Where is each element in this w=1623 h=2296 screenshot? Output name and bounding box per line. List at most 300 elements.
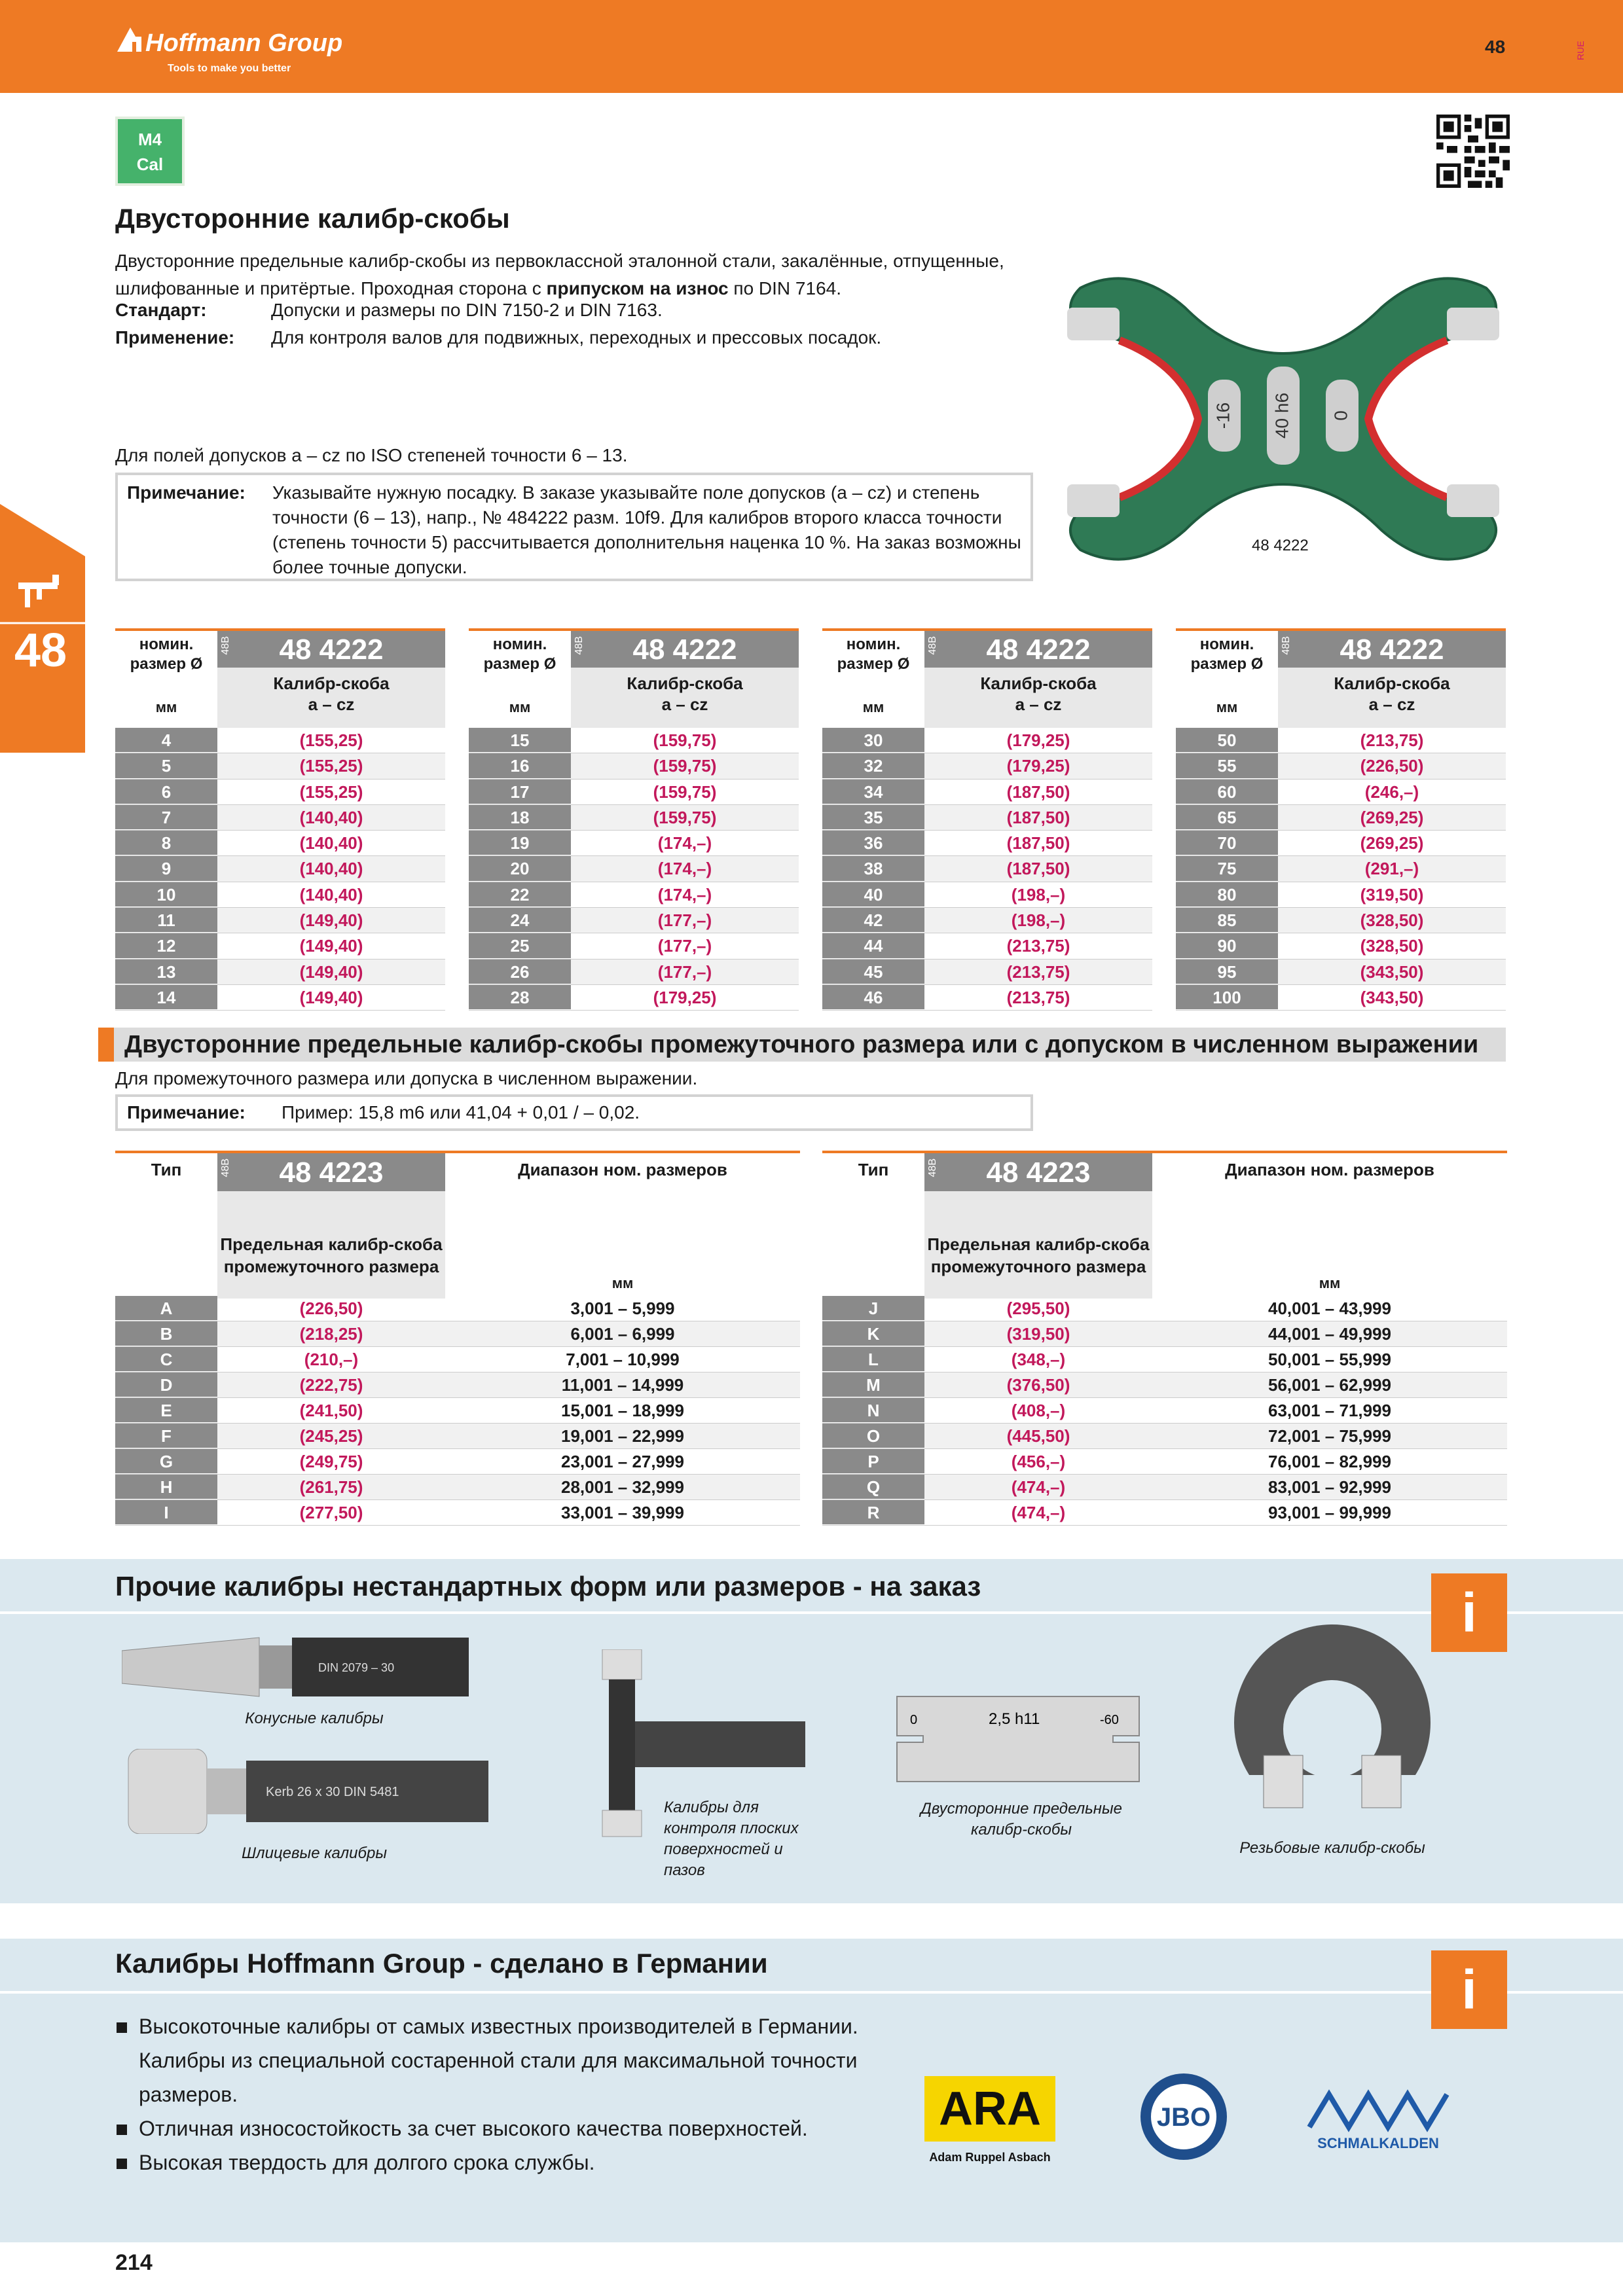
price-cell: (343,50) [1360,987,1424,1007]
table-row [822,805,1152,831]
cone-gauge-image [122,1631,475,1703]
price-cell: (140,40) [217,805,445,830]
price-cell: (174,–) [657,833,712,853]
price-cell: (187,50) [1006,781,1070,802]
price-cell: (245,25) [217,1424,445,1448]
price-cell: (328,50) [1278,908,1506,933]
price-cell: (177,–) [571,908,799,933]
table-row [115,933,445,959]
price-cell: (149,40) [217,908,445,933]
nominal-size-cell: 10 [115,882,217,907]
spline-image-text: Kerb 26 x 30 DIN 5481 [266,1785,399,1799]
nominal-size-cell: 24 [469,908,571,933]
type-cell: O [822,1424,924,1448]
nominal-size-cell: 28 [469,985,571,1010]
note-label: Примечание: [127,482,246,503]
price-cell: (226,50) [299,1299,363,1318]
col-gauge: Предельная калибр-скоба промежуточного размера [217,1191,445,1299]
price-cell: (159,75) [571,805,799,830]
table-row [469,753,799,779]
nominal-size-cell: 30 [822,728,924,753]
table-header [822,628,1152,728]
price-cell: (319,50) [924,1321,1152,1346]
type-cell: R [822,1500,924,1525]
table-row [115,1398,800,1424]
double-gauge-image [890,1690,1146,1788]
table-row [822,831,1152,856]
table-row [469,985,799,1011]
caption-spline: Шлицевые калибры [241,1844,388,1862]
price-cell: (445,50) [924,1424,1152,1448]
col-type: Тип [858,1160,889,1179]
range-cell: 76,001 – 82,999 [1268,1452,1391,1471]
range-cell: 19,001 – 22,999 [445,1424,800,1448]
price-cell: (210,–) [304,1350,359,1369]
nominal-size-cell: 6 [115,780,217,804]
nominal-size-cell: 85 [1176,908,1278,933]
price-cell: (140,40) [299,884,363,905]
nominal-size-cell: 13 [115,960,217,984]
chapter-number: 48 [14,624,67,677]
nominal-size-cell: 38 [822,856,924,881]
table-row [822,985,1152,1011]
type-cell: B [115,1321,217,1346]
size-table-block [822,628,1152,1011]
image-label-minus: -16 [1213,402,1233,429]
table-row [822,1347,1507,1372]
table-header [115,628,445,728]
type-cell: Q [822,1475,924,1499]
size-table-block [469,628,799,1011]
price-cell: (456,–) [1011,1452,1066,1471]
type-cell: E [115,1398,217,1423]
custom-gauges-panel [0,1559,1623,1903]
article-code: 48 4222 [571,631,799,668]
product-title: Двусторонние калибр-скобы [115,203,510,234]
col-range: Диапазон ном. размеров [518,1160,727,1179]
type-cell: K [822,1321,924,1346]
double-image-mid: 2,5 h11 [989,1710,1040,1728]
language-code: RUE [1575,41,1586,60]
price-cell: (159,75) [653,781,717,802]
catalog-ref: 48B [220,636,231,655]
price-cell: (277,50) [299,1503,363,1522]
col-unit: мм [611,1275,634,1291]
range-cell: 7,001 – 10,999 [566,1350,680,1369]
image-article-number: 48 4222 [1252,537,1309,554]
table-row [822,1398,1507,1424]
table-row [822,882,1152,908]
article-code: 48 4222 [217,631,445,668]
price-cell: (226,50) [1278,753,1506,778]
price-cell: (213,75) [924,960,1152,984]
nominal-size-cell: 25 [469,933,571,958]
nominal-size-cell: 9 [115,856,217,881]
nominal-size-cell: 18 [469,805,571,830]
col-gauge: Калибр-скоба a – cz [1278,668,1506,728]
col-gauge: Предельная калибр-скоба промежуточного размера [924,1191,1152,1299]
table-row [822,960,1152,985]
price-cell: (187,50) [1006,833,1070,853]
nominal-size-cell: 80 [1176,882,1278,907]
table-row [469,780,799,805]
col-gauge: Калибр-скоба a – cz [571,668,799,728]
table-row [469,960,799,985]
price-cell: (343,50) [1278,960,1506,984]
price-cell: (187,50) [924,805,1152,830]
catalog-ref: 48B [1281,636,1292,655]
range-cell: 33,001 – 39,999 [561,1503,684,1522]
col-nominal-size: номин. размер Ø [483,636,556,673]
type-cell: A [115,1296,217,1321]
col-unit: мм [509,699,531,715]
nominal-size-cell: 20 [469,856,571,881]
table-row [822,1321,1507,1347]
ara-logo [917,2070,1067,2168]
col-type: Тип [151,1160,182,1179]
range-cell: 44,001 – 49,999 [1152,1321,1507,1346]
image-label-size: 40 h6 [1271,392,1292,439]
price-cell: (222,75) [217,1372,445,1397]
price-cell: (159,75) [571,753,799,778]
table-row [469,908,799,933]
price-cell: (140,40) [217,856,445,881]
type-table-block [115,1151,800,1526]
info-icon[interactable]: i [1431,1950,1507,2029]
nominal-size-cell: 95 [1176,960,1278,984]
caption-cone: Конусные калибры [245,1710,384,1727]
price-cell: (140,40) [299,833,363,853]
price-cell: (149,40) [299,936,363,956]
table-row [822,1500,1507,1526]
table-header [822,1151,1507,1296]
nominal-size-cell: 8 [115,831,217,855]
range-cell: 3,001 – 5,999 [570,1299,675,1318]
type-cell: G [115,1449,217,1474]
table-row [115,1296,800,1321]
price-cell: (328,50) [1360,936,1424,956]
article-code: 48 4223 [924,1153,1152,1191]
price-cell: (155,25) [299,730,363,750]
tolerance-range: Для полей допусков a – cz по ISO степеней точности 6 – 13. [115,445,628,465]
note-box [115,473,1033,581]
nominal-size-cell: 4 [115,728,217,753]
page-header [0,0,1623,93]
nominal-size-cell: 16 [469,753,571,778]
price-cell: (218,25) [217,1321,445,1346]
category-badge [115,117,185,186]
table-header [1176,628,1506,728]
col-nominal-size: номин. размер Ø [837,636,910,673]
catalog-ref: 48B [220,1158,231,1177]
section-desc: Для промежуточного размера или допуска в численном выражении. [115,1068,698,1088]
price-cell: (213,75) [1006,987,1070,1007]
table-row [115,831,445,856]
table-row [1176,728,1506,753]
type-cell: M [822,1372,924,1397]
caption-double: Двусторонние предельные калибр-скобы [921,1800,1122,1839]
nominal-size-cell: 44 [822,933,924,958]
table-row [115,1475,800,1500]
nominal-size-cell: 75 [1176,856,1278,881]
col-gauge: Калибр-скоба a – cz [924,668,1152,728]
table-row [469,882,799,908]
table-row [469,933,799,959]
nominal-size-cell: 14 [115,985,217,1010]
feature-item: Высокая твердость для долгого срока службы. [115,2145,934,2179]
price-cell: (213,75) [1360,730,1424,750]
nominal-size-cell: 42 [822,908,924,933]
col-nominal-size: номин. размер Ø [1190,636,1264,673]
table-row [115,908,445,933]
table-row [115,882,445,908]
price-cell: (179,25) [653,987,717,1007]
nominal-size-cell: 40 [822,882,924,907]
price-cell: (291,–) [1278,856,1506,881]
jbo-logo [1138,2071,1230,2162]
table-row [115,805,445,831]
price-cell: (155,25) [299,781,363,802]
badge-line1: M4 [137,130,162,149]
table-row [1176,805,1506,831]
schmalkalden-logo [1303,2081,1453,2153]
col-nominal-size: номин. размер Ø [130,636,203,673]
panel-title: Калибры Hoffmann Group - сделано в Германии [115,1948,768,1979]
price-cell: (198,–) [1011,884,1066,905]
catalog-ref: 48B [927,1158,938,1177]
nominal-size-cell: 65 [1176,805,1278,830]
price-cell: (187,50) [924,856,1152,881]
nominal-size-cell: 50 [1176,728,1278,753]
range-cell: 56,001 – 62,999 [1152,1372,1507,1397]
caption-flat: Калибры для контроля плоских поверхностей и пазов [664,1799,799,1879]
type-cell: I [115,1500,217,1525]
col-unit: мм [862,699,884,715]
chapter-side-tab[interactable] [0,504,85,753]
nominal-size-cell: 34 [822,780,924,804]
price-cell: (474,–) [1011,1503,1066,1522]
table-row [822,780,1152,805]
price-cell: (155,25) [217,753,445,778]
size-table-block [1176,628,1506,1011]
table-row [1176,908,1506,933]
table-row [115,856,445,882]
price-cell: (261,75) [217,1475,445,1499]
svg-text:SCHMALKALDEN: SCHMALKALDEN [1317,2135,1439,2151]
price-cell: (246,–) [1364,781,1419,802]
range-cell: 50,001 – 55,999 [1268,1350,1391,1369]
range-cell: 23,001 – 27,999 [561,1452,684,1471]
image-label-zero: 0 [1330,410,1351,421]
price-cell: (149,40) [217,960,445,984]
article-code: 48 4223 [217,1153,445,1191]
table-row [1176,933,1506,959]
article-code: 48 4222 [924,631,1152,668]
range-cell: 83,001 – 92,999 [1152,1475,1507,1499]
svg-text:JBO: JBO [1156,2103,1211,2132]
snap-gauge-image [1054,268,1512,569]
nominal-size-cell: 70 [1176,831,1278,855]
price-cell: (319,50) [1360,884,1424,905]
info-icon[interactable]: i [1431,1573,1507,1652]
price-cell: (269,25) [1360,833,1424,853]
nominal-size-cell: 45 [822,960,924,984]
panel-title: Прочие калибры нестандартных форм или размеров - на заказ [115,1571,981,1602]
nominal-size-cell: 22 [469,882,571,907]
table-row [469,805,799,831]
type-cell: N [822,1398,924,1423]
made-in-germany-panel [0,1939,1623,2242]
type-cell: D [115,1372,217,1397]
range-cell: 28,001 – 32,999 [445,1475,800,1499]
range-cell: 40,001 – 43,999 [1268,1299,1391,1318]
price-cell: (474,–) [924,1475,1152,1499]
section-title: Двусторонние предельные калибр-скобы промежуточного размера или с допуском в численном выражении [98,1028,1506,1062]
nominal-size-cell: 36 [822,831,924,855]
type-cell: L [822,1347,924,1372]
nominal-size-cell: 12 [115,933,217,958]
table-row [115,985,445,1011]
table-header [469,628,799,728]
table-row [115,1424,800,1449]
range-cell: 15,001 – 18,999 [561,1401,684,1420]
article-code: 48 4222 [1278,631,1506,668]
type-cell: P [822,1449,924,1474]
col-gauge: Калибр-скоба a – cz [217,668,445,728]
nominal-size-cell: 60 [1176,780,1278,804]
type-cell: H [115,1475,217,1499]
price-cell: (348,–) [1011,1350,1066,1369]
table-row [115,780,445,805]
caption-thread: Резьбовые калибр-скобы [1239,1839,1425,1857]
table-row [115,1321,800,1347]
table-row [115,1500,800,1526]
nominal-size-cell: 100 [1176,985,1278,1010]
svg-text:Adam Ruppel Asbach: Adam Ruppel Asbach [929,2151,1051,2164]
spline-gauge-image [122,1749,495,1834]
price-cell: (177,–) [571,960,799,984]
col-unit: мм [1216,699,1238,715]
brand-tagline: Tools to make you better [168,63,291,74]
nominal-size-cell: 55 [1176,753,1278,778]
double-image-left: 0 [910,1713,918,1727]
svg-text:ARA: ARA [939,2083,1041,2135]
table-row [115,728,445,753]
table-row [822,1449,1507,1475]
price-cell: (159,75) [653,730,717,750]
table-row [822,1372,1507,1398]
price-cell: (408,–) [1011,1401,1066,1420]
table-row [469,831,799,856]
product-intro: Двусторонние предельные калибр-скобы из первоклассной эталонной стали, закалённые, отпущенные, шлифованные и притёртые. Проходная сторона с припуском на износ по DIN 7164. [115,251,1004,298]
price-cell: (149,40) [299,987,363,1007]
table-header [115,1151,800,1296]
type-cell: C [115,1347,217,1372]
nominal-size-cell: 11 [115,908,217,933]
table-row [1176,780,1506,805]
size-table-block [115,628,445,1011]
price-cell: (376,50) [924,1372,1152,1397]
note-text: Указывайте нужную посадку. В заказе указывайте поле допусков (a – cz) и степень точности (6 – 13), напр., № 484222 разм. 10f9. Для калибров второго класса точности (степень точности 5) рассчитывается дополнительня наценка 10 %. На заказ возможны более точные допуски. [272,482,1021,577]
table-row [115,753,445,779]
table-row [115,1449,800,1475]
price-cell: (174,–) [571,856,799,881]
table-row [469,856,799,882]
table-row [469,728,799,753]
table-row [822,933,1152,959]
type-table-block [822,1151,1507,1526]
feature-item: Высокоточные калибры от самых известных производителей в Германии. Калибры из специальной состаренной стали для максимальной точности размеров. [115,2009,934,2111]
range-cell: 63,001 – 71,999 [1268,1401,1391,1420]
price-cell: (179,25) [1006,730,1070,750]
nominal-size-cell: 90 [1176,933,1278,958]
col-unit: мм [155,699,177,715]
cone-image-text: DIN 2079 – 30 [318,1661,395,1674]
nominal-size-cell: 7 [115,805,217,830]
usage-row: Применение: Для контроля валов для подвижных, переходных и прессовых посадок. [115,327,882,348]
nominal-size-cell: 19 [469,831,571,855]
table-row [822,1296,1507,1321]
table-row [822,908,1152,933]
qr-code-icon[interactable] [1436,115,1510,188]
range-cell: 72,001 – 75,999 [1152,1424,1507,1448]
price-cell: (177,–) [657,936,712,956]
nominal-size-cell: 5 [115,753,217,778]
table-row [115,1372,800,1398]
range-cell: 6,001 – 6,999 [445,1321,800,1346]
table-row [822,753,1152,779]
price-cell: (179,25) [924,753,1152,778]
price-cell: (241,50) [299,1401,363,1420]
table-row [1176,960,1506,985]
badge-line2: Cal [136,154,164,174]
nominal-size-cell: 32 [822,753,924,778]
feature-item: Отличная износостойкость за счет высокого качества поверхностей. [115,2111,934,2145]
table-row [822,728,1152,753]
range-cell: 93,001 – 99,999 [1268,1503,1391,1522]
table-row [1176,882,1506,908]
table-row [1176,753,1506,779]
type-cell: J [822,1296,924,1321]
col-range: Диапазон ном. размеров [1225,1160,1434,1179]
feature-list [115,2009,934,2179]
nominal-size-cell: 15 [469,728,571,753]
price-cell: (249,75) [299,1452,363,1471]
table-row [1176,856,1506,882]
price-cell: (174,–) [657,884,712,905]
hoffmann-logo-icon [114,22,147,55]
page-index: 48 [1485,37,1506,57]
range-cell: 11,001 – 14,999 [445,1372,800,1397]
table-row [1176,985,1506,1011]
col-unit: мм [1319,1275,1341,1291]
double-image-right: -60 [1100,1713,1119,1727]
table-row [1176,831,1506,856]
thread-gauge-image [1224,1624,1440,1821]
table-row [822,1475,1507,1500]
table-row [822,856,1152,882]
nominal-size-cell: 26 [469,960,571,984]
table-row [115,960,445,985]
price-cell: (213,75) [1006,936,1070,956]
nominal-size-cell: 35 [822,805,924,830]
brand-name: Hoffmann Group [145,29,343,57]
page-number: 214 [115,2250,153,2275]
price-cell: (269,25) [1278,805,1506,830]
note-box-2: Примечание: Пример: 15,8 m6 или 41,04 + 0,01 / – 0,02. [115,1094,1033,1131]
nominal-size-cell: 46 [822,985,924,1010]
table-row [115,1347,800,1372]
